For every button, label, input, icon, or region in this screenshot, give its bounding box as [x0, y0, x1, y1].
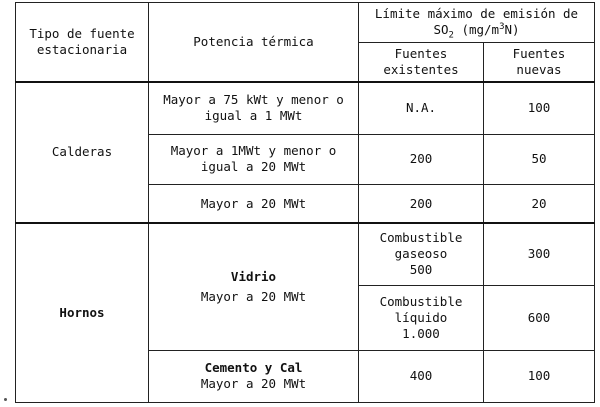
hornos-vidrio-liq-nuevas: 600 — [484, 285, 595, 350]
hornos-vidrio-gas-value: 500 — [409, 262, 433, 278]
header-limite-post: N) — [504, 22, 520, 38]
hornos-vidrio-gas-nuevas: 300 — [484, 223, 595, 285]
calderas-row1-existentes: N.A. — [359, 82, 484, 134]
so2-emission-limits-table — [15, 2, 595, 403]
hornos-cemento-existentes: 400 — [359, 350, 484, 402]
hornos-vidrio-gas-label: Combustible gaseoso — [379, 230, 463, 262]
calderas-row3-existentes: 200 — [359, 184, 484, 223]
calderas-row1-nuevas: 100 — [484, 82, 595, 134]
hornos-vidrio-liq-label: Combustible líquido — [379, 293, 463, 325]
hornos-vidrio-name: Vidrio — [230, 268, 277, 284]
hornos-cemento-name: Cemento y Cal — [204, 360, 303, 376]
calderas-row2-nuevas: 50 — [484, 134, 595, 184]
hornos-vidrio-mayor: Mayor a 20 MWt — [200, 288, 307, 304]
hornos-vidrio-liq-value: 1.000 — [402, 325, 440, 341]
header-limite-sub: 2 — [448, 30, 454, 41]
hornos-vidrio-liq-existentes — [359, 285, 484, 350]
calderas-row1-potencia: Mayor a 75 kWt y menor o igual a 1 MWt — [149, 82, 359, 134]
calderas-row2-potencia: Mayor a 1MWt y menor o igual a 20 MWt — [149, 134, 359, 184]
calderas-row2-existentes: 200 — [359, 134, 484, 184]
calderas-row3-potencia: Mayor a 20 MWt — [149, 184, 359, 223]
group-calderas: Calderas — [16, 82, 149, 224]
header-fuentes-nuevas: Fuentes nuevas — [484, 42, 595, 81]
hornos-vidrio-gas-existentes — [359, 223, 484, 285]
header-limite-maximo — [359, 3, 595, 43]
header-limite-mid: (mg/m — [453, 22, 500, 38]
header-potencia: Potencia térmica — [149, 3, 359, 82]
header-limite-sup: 3 — [499, 22, 505, 33]
header-fuentes-existentes: Fuentes existentes — [359, 42, 484, 81]
hornos-cemento-mayor: Mayor a 20 MWt — [200, 376, 307, 392]
calderas-row3-nuevas: 20 — [484, 184, 595, 223]
header-limite-pre: Límite máximo de emisión de SO — [374, 6, 579, 38]
scan-mark — [4, 398, 7, 401]
hornos-cemento-nuevas: 100 — [484, 350, 595, 402]
group-hornos: Hornos — [16, 223, 149, 402]
header-tipo-fuente: Tipo de fuente estacionaria — [16, 3, 149, 82]
hornos-vidrio-potencia — [149, 223, 359, 350]
hornos-cemento-potencia — [149, 350, 359, 402]
